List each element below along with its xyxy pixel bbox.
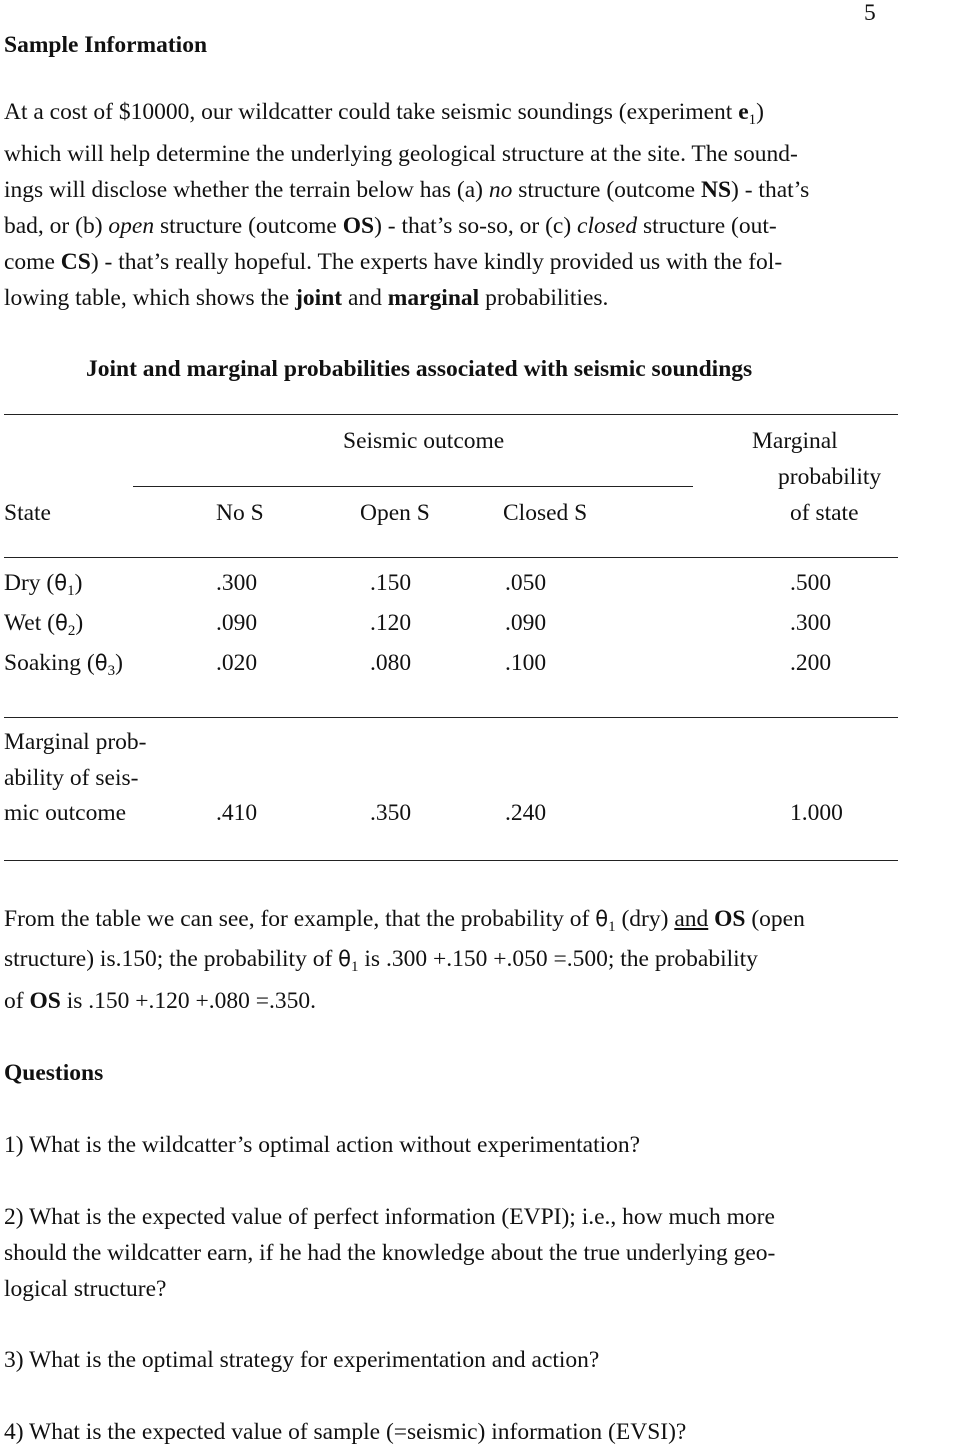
explanation-line-1: From the table we can see, for example, that the probability of $\theta_1$ (dry) and OS (open (4, 906, 805, 935)
table-row-label: Soaking $(\theta_3)$ (4, 650, 123, 679)
footer-cell: .350 (370, 800, 412, 826)
table-cell-marginal: .500 (790, 570, 832, 596)
marginal-header-2: probability (778, 464, 882, 490)
state-header: State (4, 500, 51, 526)
footer-cell: .410 (216, 800, 258, 826)
table-cell-marginal: .200 (790, 650, 832, 676)
footer-total: 1.000 (790, 800, 843, 826)
table-row-label: Wet $(\theta_2)$ (4, 610, 84, 639)
table-cell: .100 (505, 650, 547, 676)
group-header: Seismic outcome (343, 428, 505, 454)
table-cell: .090 (216, 610, 258, 636)
col-header-open-s: Open S (360, 500, 430, 526)
table-cell: .020 (216, 650, 258, 676)
footer-cell: .240 (505, 800, 547, 826)
table-row-label: Dry $(\theta_1)$ (4, 570, 83, 599)
table-cell: .300 (216, 570, 258, 596)
page-number: 5 (864, 0, 876, 26)
question-1: 1) What is the wildcatter’s optimal action without experimentation? (4, 1132, 641, 1158)
question-2-line-1: 2) What is the expected value of perfect information (EVPI); i.e., how much more (4, 1204, 775, 1230)
footer-label-2: ability of seis- (4, 765, 139, 791)
table-cell: .090 (505, 610, 547, 636)
table-caption: Joint and marginal probabilities associated with seismic soundings (86, 356, 753, 382)
col-header-no-s: No S (216, 500, 264, 526)
intro-line-5: come CS) - that’s really hopeful. The experts have kindly provided us with the fol- (4, 249, 783, 275)
table-cell: .050 (505, 570, 547, 596)
table-cell: .080 (370, 650, 412, 676)
table-rule-body (4, 717, 898, 718)
table-cell-marginal: .300 (790, 610, 832, 636)
questions-title: Questions (4, 1060, 104, 1086)
intro-line-4: bad, or (b) open structure (outcome OS) - that’s so-so, or (c) closed structure (out- (4, 213, 777, 239)
section-title: Sample Information (4, 32, 208, 58)
table-rule-header (4, 557, 898, 558)
question-2-line-3: logical structure? (4, 1276, 167, 1302)
footer-label-1: Marginal prob- (4, 729, 147, 755)
table-rule-top (4, 414, 898, 415)
footer-label-3: mic outcome (4, 800, 127, 826)
explanation-line-3: of OS is .150 +.120 +.080 =.350. (4, 988, 316, 1014)
question-3: 3) What is the optimal strategy for experimentation and action? (4, 1347, 600, 1373)
col-header-closed-s: Closed S (503, 500, 588, 526)
question-2-line-2: should the wildcatter earn, if he had the knowledge about the true underlying geo- (4, 1240, 776, 1266)
intro-line-1: At a cost of $10000, our wildcatter could take seismic soundings (experiment $e_1$) (4, 99, 764, 128)
table-cell: .150 (370, 570, 412, 596)
explanation-line-2: structure) is.150; the probability of $\theta_1$ is .300 +.150 +.050 =.500; the probability (4, 946, 758, 975)
table-cell: .120 (370, 610, 412, 636)
marginal-header-3: of state (790, 500, 859, 526)
intro-line-2: which will help determine the underlying geological structure at the site. The sound- (4, 141, 798, 167)
group-header-rule (133, 486, 693, 487)
table-rule-bottom (4, 860, 898, 861)
question-4: 4) What is the expected value of sample (=seismic) information (EVSI)? (4, 1419, 687, 1445)
intro-line-6: lowing table, which shows the joint and marginal probabilities. (4, 285, 609, 311)
marginal-header-1: Marginal (752, 428, 838, 454)
intro-line-3: ings will disclose whether the terrain below has (a) no structure (outcome NS) - that’s (4, 177, 810, 203)
